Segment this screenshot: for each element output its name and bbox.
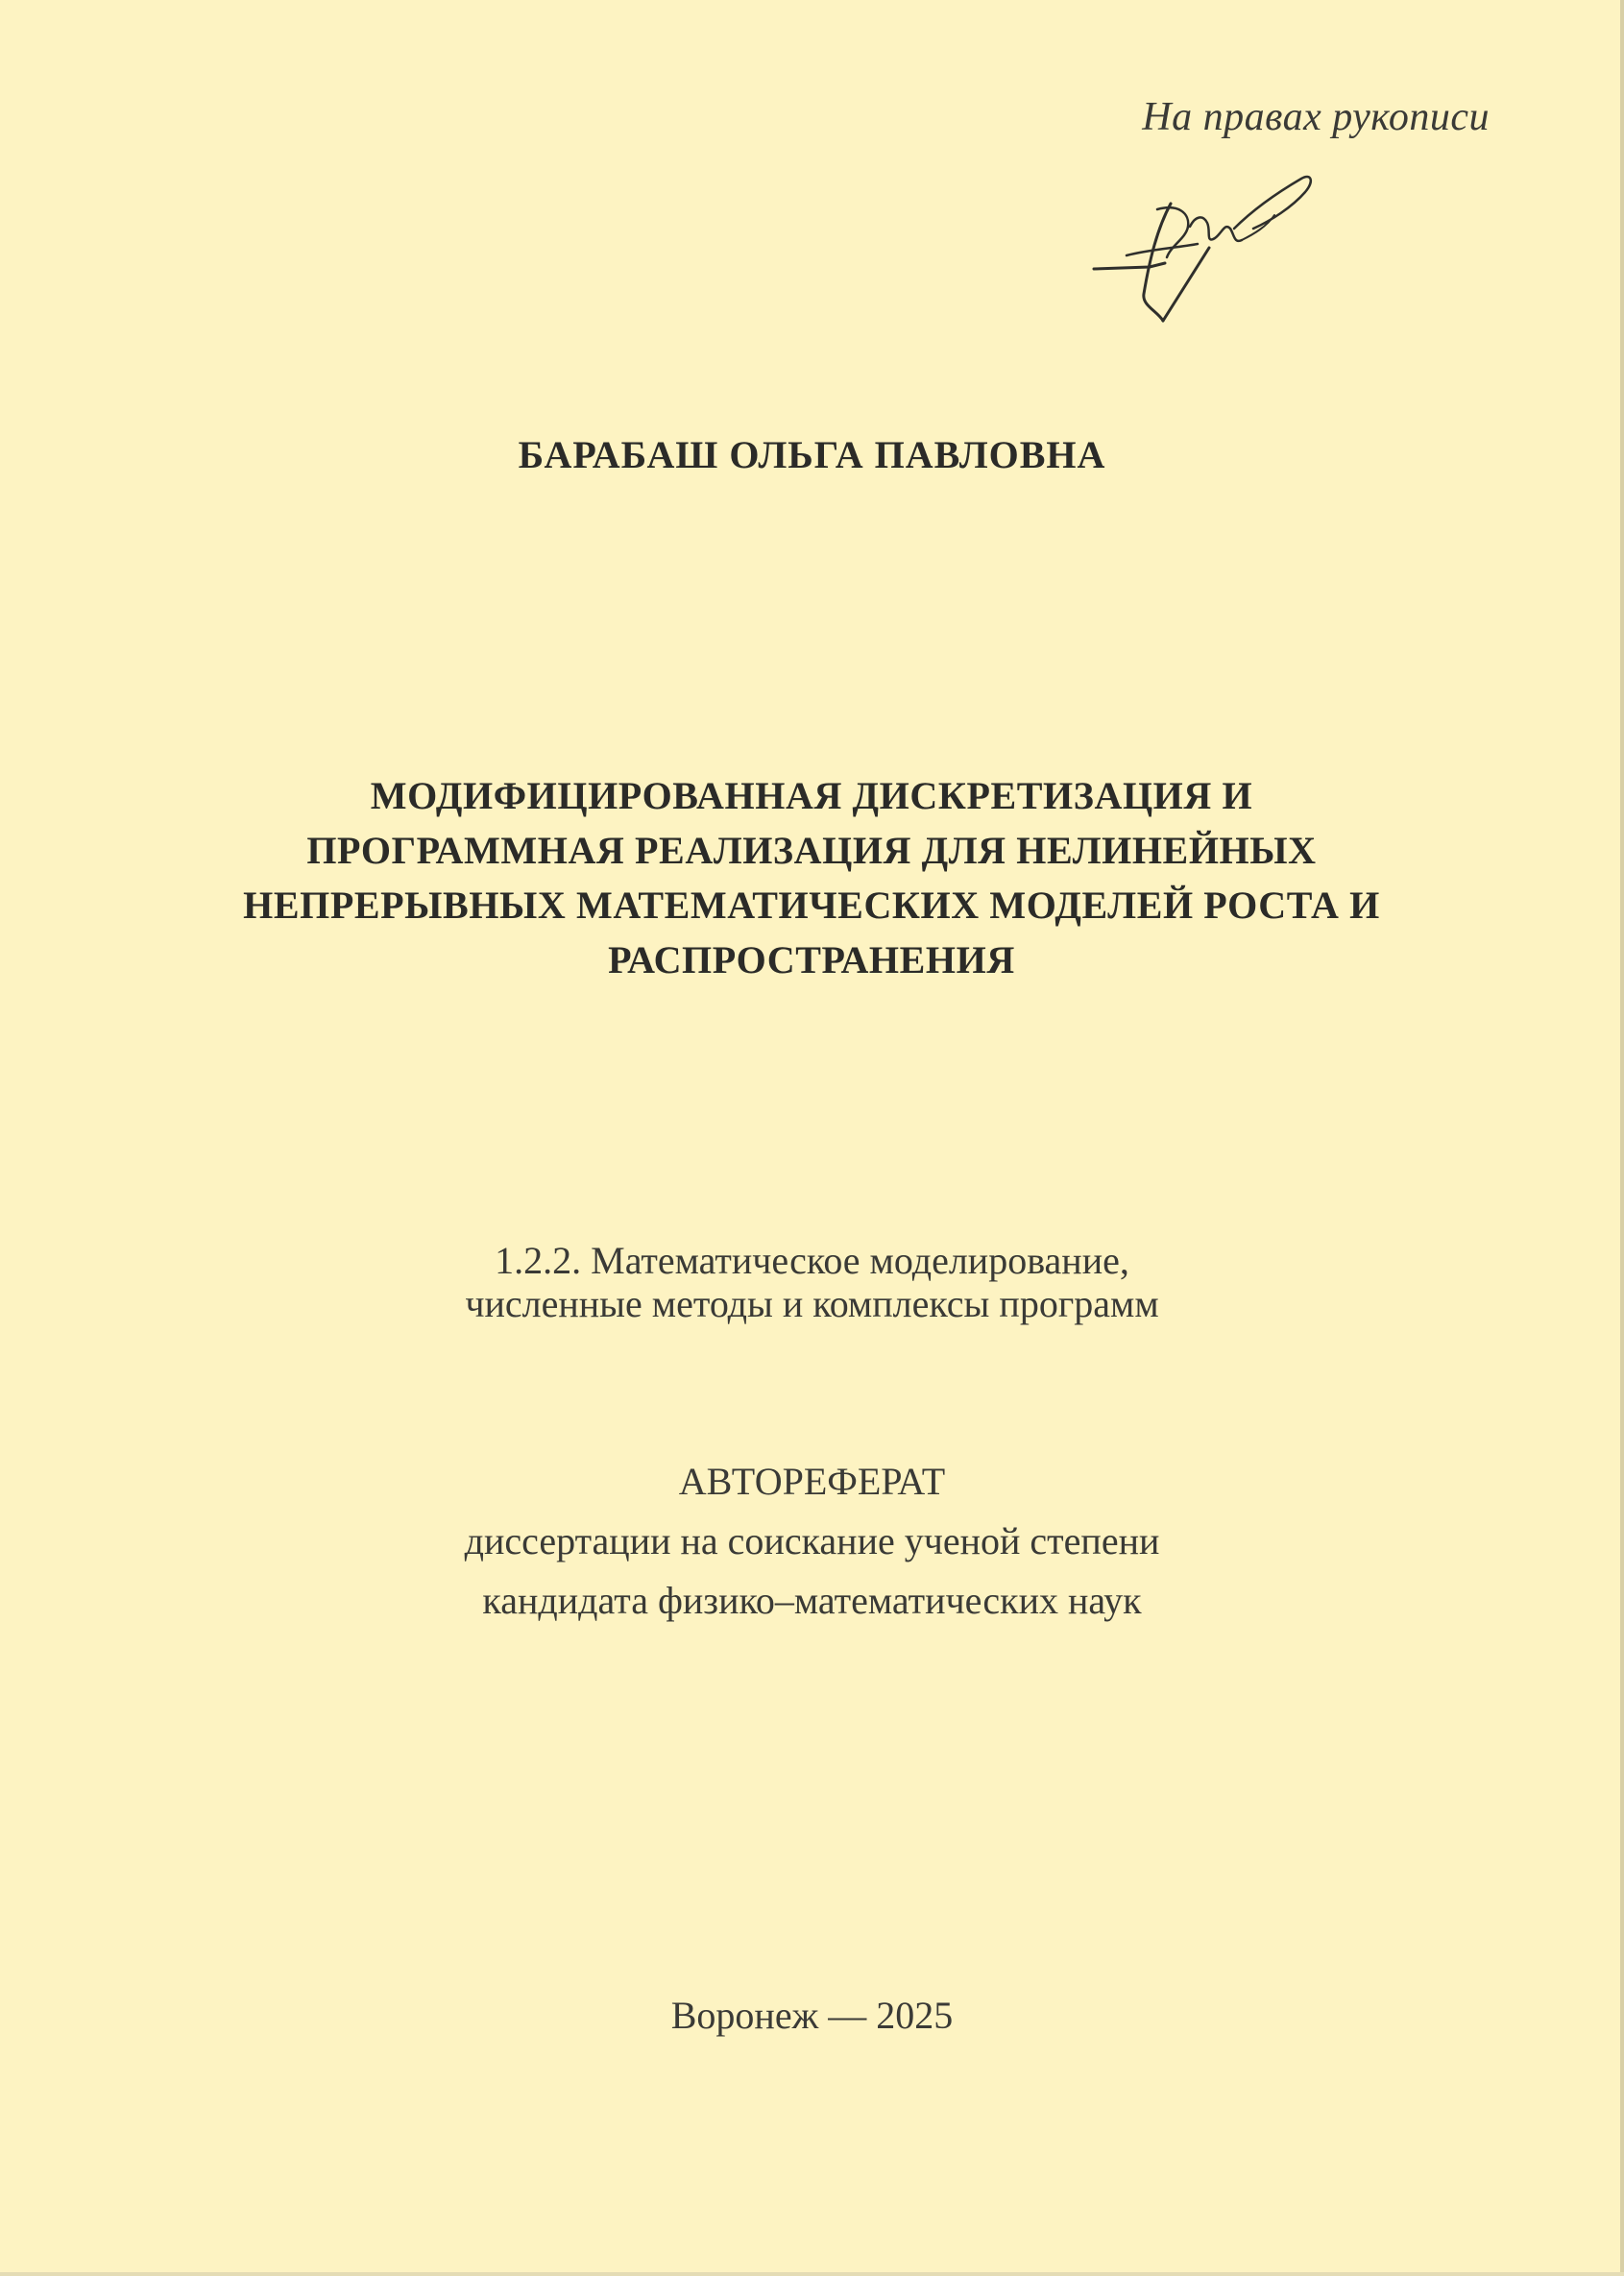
- title-line: МОДИФИЦИРОВАННАЯ ДИСКРЕТИЗАЦИЯ И: [370, 774, 1253, 817]
- rights-notice: На правах рукописи: [1142, 95, 1490, 139]
- title-line: ПРОГРАММНАЯ РЕАЛИЗАЦИЯ ДЛЯ НЕЛИНЕЙНЫХ: [306, 829, 1317, 872]
- specialty-line: 1.2.2. Математическое моделирование,: [495, 1239, 1129, 1282]
- paper-edge-bottom: [0, 2272, 1624, 2276]
- abstract-heading: АВТОРЕФЕРАТ: [678, 1460, 946, 1503]
- author-signature: [1090, 171, 1330, 325]
- specialty-code: [0, 1239, 1624, 1325]
- paper-edge-right: [1620, 0, 1624, 2276]
- title-line: НЕПРЕРЫВНЫХ МАТЕМАТИЧЕСКИХ МОДЕЛЕЙ РОСТА И: [243, 884, 1380, 927]
- city-year: Воронеж — 2025: [670, 1994, 954, 2037]
- abstract-notice: [0, 1452, 1624, 1631]
- title-line: РАСПРОСТРАНЕНИЯ: [608, 938, 1015, 981]
- author-name: БАРАБАШ ОЛЬГА ПАВЛОВНА: [518, 433, 1106, 476]
- specialty-line: численные методы и комплексы программ: [465, 1282, 1159, 1325]
- abstract-line: кандидата физико–математических наук: [482, 1579, 1142, 1622]
- abstract-line: диссертации на соискание ученой степени: [464, 1519, 1160, 1562]
- dissertation-title: [173, 768, 1450, 987]
